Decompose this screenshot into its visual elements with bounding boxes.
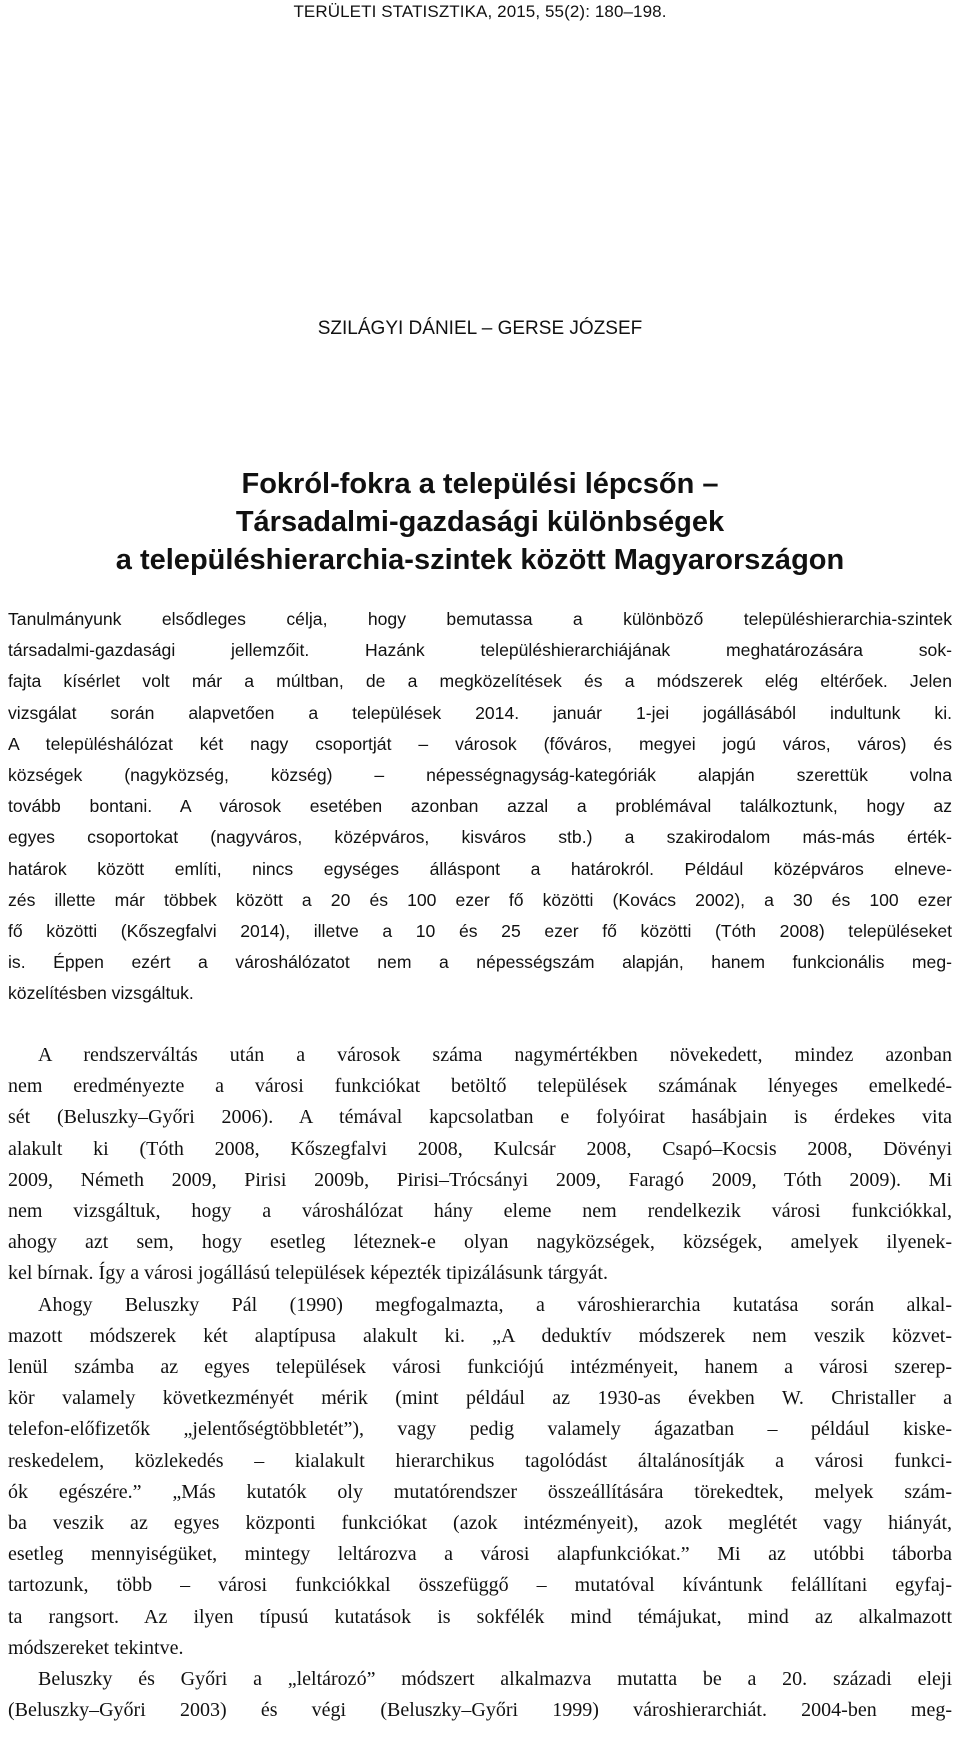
body-line: reskedelem, közlekedés – kialakult hierarchikus tagolódást általánosítják a városi funkci- [8, 1449, 952, 1472]
abstract-line: egyes csoportokat (nagyváros, középváros, kisváros stb.) a szakirodalom más-más érték- [8, 827, 952, 848]
body-line: lenül számba az egyes települések városi funkciójú intézményeit, hanem a városi szerep- [8, 1356, 952, 1379]
body-line: (Beluszky–Győri 2003) és végi (Beluszky–Győri 1999) városhierarchiát. 2004-ben meg- [8, 1699, 952, 1722]
body-text [8, 1040, 952, 1726]
body-line: Ahogy Beluszky Pál (1990) megfogalmazta, a városhierarchia kutatása során alkal- [38, 1293, 952, 1316]
abstract-line: Tanulmányunk elsődleges célja, hogy bemutassa a különböző településhierarchia-szintek [8, 609, 952, 629]
abstract-line: zés illette már többek között a 20 és 100 ezer fő közötti (Kovács 2002), a 30 és 100 ezer [8, 889, 952, 910]
abstract-line: fajta kísérlet volt már a múltban, de a megközelítések és a módszerek elég eltérőek. Jelen [8, 671, 952, 692]
title-line: Fokról-fokra a települési lépcsőn – [241, 468, 719, 500]
abstract-line: fő közötti (Kőszegfalvi 2014), illetve a 10 és 25 ezer fő közötti (Tóth 2008) településeket [8, 921, 952, 942]
body-line: telefon-előfizetők „jelentőségtöbbletét”), vagy pedig valamely ágazatban – például kiske- [8, 1418, 952, 1441]
title-line: a településhierarchia-szintek között Magyarországon [115, 544, 845, 576]
body-line: sét (Beluszky–Győri 2006). A témával kapcsolatban e folyóirat hasábjain is érdekes vita [8, 1106, 952, 1129]
abstract-line: tovább bontani. A városok esetében azonban azzal a problémával találkoztunk, hogy az [8, 796, 952, 817]
running-header: TERÜLETI STATISZTIKA, 2015, 55(2): 180–198. [293, 2, 667, 21]
body-line: mazott módszerek két alaptípusa alakult ki. „A deduktív módszerek nem veszik közvet- [8, 1324, 952, 1347]
body-line: alakult ki (Tóth 2008, Kőszegfalvi 2008, Kulcsár 2008, Csapó–Kocsis 2008, Dövényi [8, 1137, 952, 1160]
body-line: tartozunk, több – városi funkciókkal összefüggő – mutatóval kívántunk felállítani egyfaj- [8, 1574, 952, 1597]
body-line: A rendszerváltás után a városok száma nagymértékben növekedett, mindez azonban [38, 1044, 952, 1066]
title-line: Társadalmi-gazdasági különbségek [235, 506, 725, 538]
paragraph [8, 1040, 952, 1290]
article-title [0, 465, 960, 579]
body-line: 2009, Németh 2009, Pirisi 2009b, Pirisi–Trócsányi 2009, Faragó 2009, Tóth 2009). Mi [8, 1168, 952, 1191]
body-line: esetleg mennyiségüket, mintegy leltározva a városi alapfunkciókat.” Mi az utóbbi táborba [8, 1543, 952, 1566]
body-line: ók egészére.” „Más kutatók oly mutatórendszer összeállítására törekedtek, melyek szám- [8, 1480, 952, 1503]
abstract-line: vizsgálat során alapvetően a települések 2014. január 1-jei jogállásából indultunk ki. [8, 702, 952, 723]
body-line: nem eredményezte a városi funkciókat betöltő települések számának lényeges emelkedé- [8, 1075, 952, 1098]
paragraph [8, 1664, 952, 1726]
body-line: kel bírnak. Így a városi jogállású települések képezték tipizálásunk tárgyát. [8, 1262, 608, 1285]
body-line: ba veszik az egyes központi funkciókat (azok intézményeit), azok meglétét vagy hiányát, [8, 1512, 952, 1535]
body-line: ahogy azt sem, hogy esetleg léteznek-e olyan nagyközségek, községek, amelyek ilyenek- [8, 1231, 952, 1254]
body-line: módszereket tekintve. [8, 1636, 184, 1659]
abstract-line: is. Éppen ezért a városhálózatot nem a népességszám alapján, hanem funkcionális meg- [8, 952, 952, 973]
body-line: Beluszky és Győri a „leltározó” módszert alkalmazva mutatta be a 20. századi eleji [38, 1668, 952, 1691]
body-line: ta rangsort. Az ilyen típusú kutatások is sokfélék mind témájukat, mind az alkalmazott [8, 1605, 952, 1628]
abstract-line: határok között említi, nincs egységes álláspont a határokról. Például középváros elneve- [8, 858, 952, 879]
body-line: kör valamely következményét mérik (mint például az 1930-as években W. Christaller a [8, 1387, 952, 1410]
body-line: nem vizsgáltuk, hogy a városhálózat hány eleme nem rendelkezik városi funkciókkal, [8, 1200, 952, 1223]
abstract-line: társadalmi-gazdasági jellemzőit. Hazánk településhierarchiájának meghatározására sok- [8, 640, 952, 661]
abstract-line: községek (nagyközség, község) – népességnagyság-kategóriák alapján szerettük volna [8, 765, 952, 786]
abstract-line: közelítésben vizsgáltuk. [8, 983, 194, 1004]
article-authors: SZILÁGYI DÁNIEL – GERSE JÓZSEF [317, 318, 643, 339]
abstract [8, 604, 952, 1010]
abstract-line: A településhálózat két nagy csoportját – városok (főváros, megyei jogú város, város) és [8, 733, 952, 754]
paragraph [8, 1290, 952, 1664]
